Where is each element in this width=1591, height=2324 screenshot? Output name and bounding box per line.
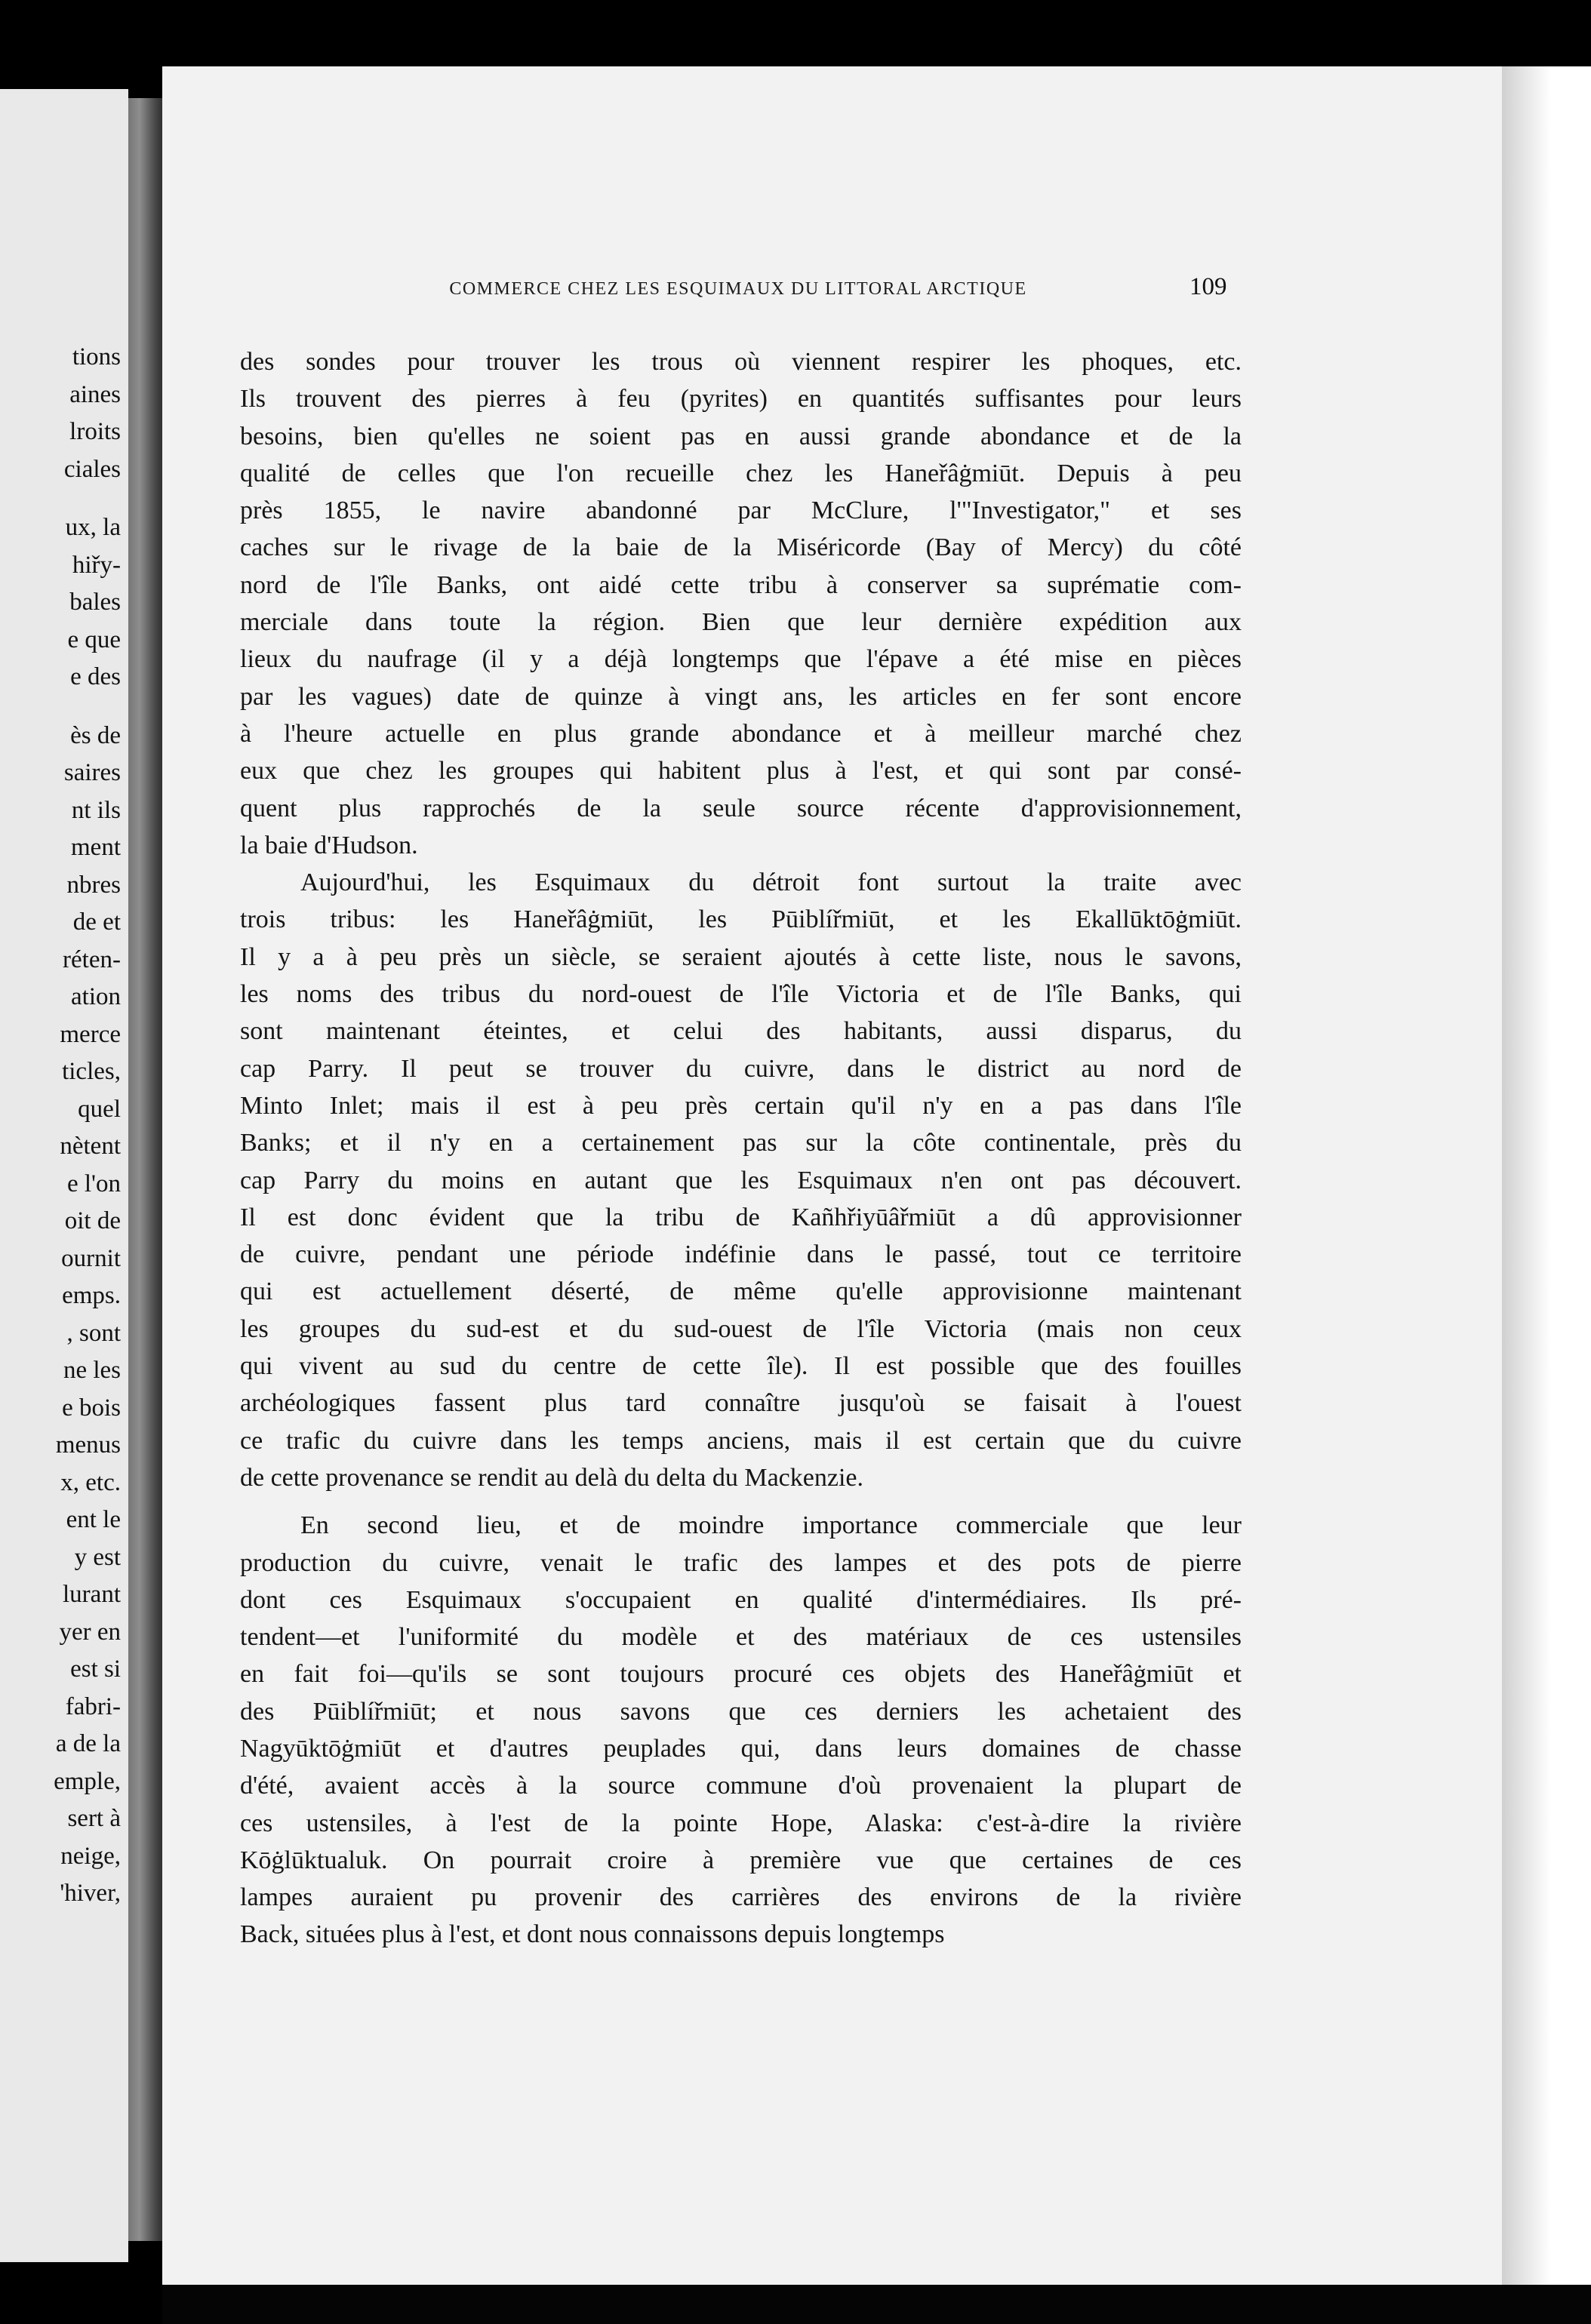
text-line: en fait foi—qu'ils se sont toujours procuré ces objets des Haneřâġmiūt et bbox=[240, 1660, 1242, 1689]
text-line: par les vagues) date de quinze à vingt ans, les articles en fer sont encore bbox=[240, 682, 1242, 711]
facing-page-fragment: a de la bbox=[55, 1730, 121, 1757]
facing-page-fragment: est si bbox=[70, 1655, 121, 1683]
facing-page-fragment: e bois bbox=[62, 1394, 121, 1422]
facing-page-fragment: yer en bbox=[59, 1618, 121, 1646]
text-line: trois tribus: les Haneřâġmiūt, les Pūiblířmiūt, et les Ekallūktōġmiūt. bbox=[240, 905, 1242, 934]
scan-border-bottom bbox=[162, 2285, 1591, 2324]
facing-page-fragment: ment bbox=[71, 834, 121, 861]
text-line: tendent—et l'uniformité du modèle et des matériaux de ces ustensiles bbox=[240, 1623, 1242, 1652]
text-line: eux que chez les groupes qui habitent plus à l'est, et qui sont par consé- bbox=[240, 757, 1242, 785]
facing-page-fragment: lroits bbox=[69, 418, 121, 445]
facing-page-fragment: tions bbox=[72, 343, 121, 370]
text-line: des sondes pour trouver les trous où viennent respirer les phoques, etc. bbox=[240, 348, 1242, 376]
text-line: les noms des tribus du nord-ouest de l'île Victoria et de l'île Banks, qui bbox=[240, 980, 1242, 1009]
text-line: cap Parry du moins en autant que les Esquimaux n'en ont pas découvert. bbox=[240, 1166, 1242, 1194]
facing-page-fragment: ournit bbox=[61, 1244, 121, 1272]
body-text bbox=[240, 343, 1242, 1954]
facing-page-fragment: menus bbox=[55, 1431, 121, 1459]
facing-page-fragment: ticles, bbox=[62, 1058, 121, 1085]
text-line: près 1855, le navire abandonné par McClure, l'"Investigator," et ses bbox=[240, 496, 1242, 525]
page-number: 109 bbox=[1189, 273, 1227, 300]
text-line: ce trafic du cuivre dans les temps anciens, mais il est certain que du cuivre bbox=[240, 1426, 1242, 1455]
facing-page-fragment: , sont bbox=[66, 1319, 121, 1347]
page-edge-right bbox=[1502, 66, 1591, 2285]
facing-page-fragment: x, etc. bbox=[60, 1468, 121, 1496]
text-line: quent plus rapprochés de la seule source récente d'approvisionnement, bbox=[240, 794, 1242, 822]
facing-page-fragment: de et bbox=[72, 908, 121, 936]
text-line: qualité de celles que l'on recueille chez les Haneřâġmiūt. Depuis à peu bbox=[240, 459, 1242, 487]
text-line: Il y a à peu près un siècle, se seraient ajoutés à cette liste, nous le savons, bbox=[240, 942, 1242, 971]
book-gutter bbox=[128, 98, 166, 2241]
text-line: qui vivent au sud du centre de cette île). Il est possible que des fouilles bbox=[240, 1352, 1242, 1381]
text-line: Aujourd'hui, les Esquimaux du détroit font surtout la traite avec bbox=[300, 868, 1242, 897]
facing-page-fragment: e des bbox=[70, 663, 121, 690]
facing-page-fragment: quel bbox=[78, 1095, 121, 1123]
text-line: Nagyūktōġmiūt et d'autres peuplades qui, dans leurs domaines de chasse bbox=[240, 1734, 1242, 1763]
text-line: qui est actuellement déserté, de même qu'elle approvisionne maintenant bbox=[240, 1277, 1242, 1306]
facing-page-fragment: 'hiver, bbox=[60, 1880, 121, 1907]
facing-page-fragment: neige, bbox=[60, 1842, 121, 1870]
text-line: sont maintenant éteintes, et celui des habitants, aussi disparus, du bbox=[240, 1017, 1242, 1046]
text-line: à l'heure actuelle en plus grande abondance et à meilleur marché chez bbox=[240, 719, 1242, 748]
facing-page-fragment: ent le bbox=[66, 1506, 121, 1533]
text-line: Minto Inlet; mais il est à peu près certain qu'il n'y en a pas dans l'île bbox=[240, 1091, 1242, 1120]
facing-page-fragment: y est bbox=[74, 1543, 121, 1571]
facing-page-fragment: ciales bbox=[63, 455, 121, 483]
text-line: d'été, avaient accès à la source commune d'où provenaient la plupart de bbox=[240, 1772, 1242, 1800]
text-line: Back, situées plus à l'est, et dont nous connaissons depuis longtemps bbox=[240, 1920, 945, 1949]
facing-page-fragment: ne les bbox=[63, 1357, 121, 1384]
facing-page-fragment: nètent bbox=[60, 1133, 121, 1160]
facing-page-fragment: e l'on bbox=[66, 1170, 121, 1197]
text-line: cap Parry. Il peut se trouver du cuivre, dans le district au nord de bbox=[240, 1054, 1242, 1083]
facing-page-fragment: oit de bbox=[64, 1207, 121, 1234]
facing-page-left bbox=[0, 89, 128, 2262]
facing-page-fragment: sert à bbox=[67, 1805, 121, 1832]
text-line: merciale dans toute la région. Bien que leur dernière expédition aux bbox=[240, 608, 1242, 637]
text-line: de cuivre, pendant une période indéfinie dans le passé, tout ce territoire bbox=[240, 1240, 1242, 1269]
facing-page-fragment: fabri- bbox=[65, 1692, 121, 1720]
text-line: de cette provenance se rendit au delà du delta du Mackenzie. bbox=[240, 1463, 863, 1492]
facing-page-fragment: lurant bbox=[63, 1581, 121, 1608]
facing-page-fragment: bales bbox=[69, 589, 121, 616]
text-line: lampes auraient pu provenir des carrières des environs de la rivière bbox=[240, 1883, 1242, 1912]
text-line: caches sur le rivage de la baie de la Miséricorde (Bay of Mercy) du côté bbox=[240, 533, 1242, 562]
text-line: la baie d'Hudson. bbox=[240, 831, 418, 859]
facing-page-fragment: réten- bbox=[63, 945, 121, 973]
text-line: production du cuivre, venait le trafic des lampes et des pots de pierre bbox=[240, 1548, 1242, 1577]
text-line: les groupes du sud-est et du sud-ouest de l'île Victoria (mais non ceux bbox=[240, 1314, 1242, 1343]
facing-page-fragment: hiřy- bbox=[72, 551, 121, 579]
facing-page-fragment: saires bbox=[63, 759, 121, 786]
text-line: besoins, bien qu'elles ne soient pas en aussi grande abondance et de la bbox=[240, 422, 1242, 450]
text-line: Kōġlūktualuk. On pourrait croire à première vue que certaines de ces bbox=[240, 1846, 1242, 1874]
facing-page-fragment: merce bbox=[60, 1020, 121, 1048]
facing-page-fragment: nt ils bbox=[71, 796, 121, 824]
text-line: archéologiques fassent plus tard connaître jusqu'où se faisait à l'ouest bbox=[240, 1389, 1242, 1418]
facing-page-fragment: aines bbox=[69, 380, 121, 408]
facing-page-fragment: emple, bbox=[54, 1767, 121, 1795]
text-line: des Pūiblířmiūt; et nous savons que ces derniers les achetaient des bbox=[240, 1697, 1242, 1726]
facing-page-fragment: ation bbox=[71, 983, 121, 1010]
running-head: COMMERCE CHEZ LES ESQUIMAUX DU LITTORAL ARCTIQUE bbox=[449, 279, 1027, 299]
facing-page-fragment: emps. bbox=[62, 1282, 121, 1309]
facing-page-fragment: ès de bbox=[70, 721, 121, 749]
text-line: lieux du naufrage (il y a déjà longtemps que l'épave a été mise en pièces bbox=[240, 645, 1242, 674]
facing-page-fragment: nbres bbox=[66, 871, 121, 899]
facing-page-fragment: e que bbox=[67, 626, 121, 653]
text-line: Banks; et il n'y en a certainement pas sur la côte continentale, près du bbox=[240, 1129, 1242, 1157]
text-line: Il est donc évident que la tribu de Kañhřiyūâřmiūt a dû approvisionner bbox=[240, 1203, 1242, 1231]
text-line: dont ces Esquimaux s'occupaient en qualité d'intermédiaires. Ils pré- bbox=[240, 1585, 1242, 1614]
text-line: ces ustensiles, à l'est de la pointe Hope, Alaska: c'est-à-dire la rivière bbox=[240, 1809, 1242, 1837]
text-line: Ils trouvent des pierres à feu (pyrites) en quantités suffisantes pour leurs bbox=[240, 385, 1242, 413]
text-line: En second lieu, et de moindre importance commerciale que leur bbox=[300, 1511, 1242, 1540]
facing-page-fragment: ux, la bbox=[65, 514, 121, 541]
text-line: nord de l'île Banks, ont aidé cette tribu à conserver sa suprématie com- bbox=[240, 570, 1242, 599]
